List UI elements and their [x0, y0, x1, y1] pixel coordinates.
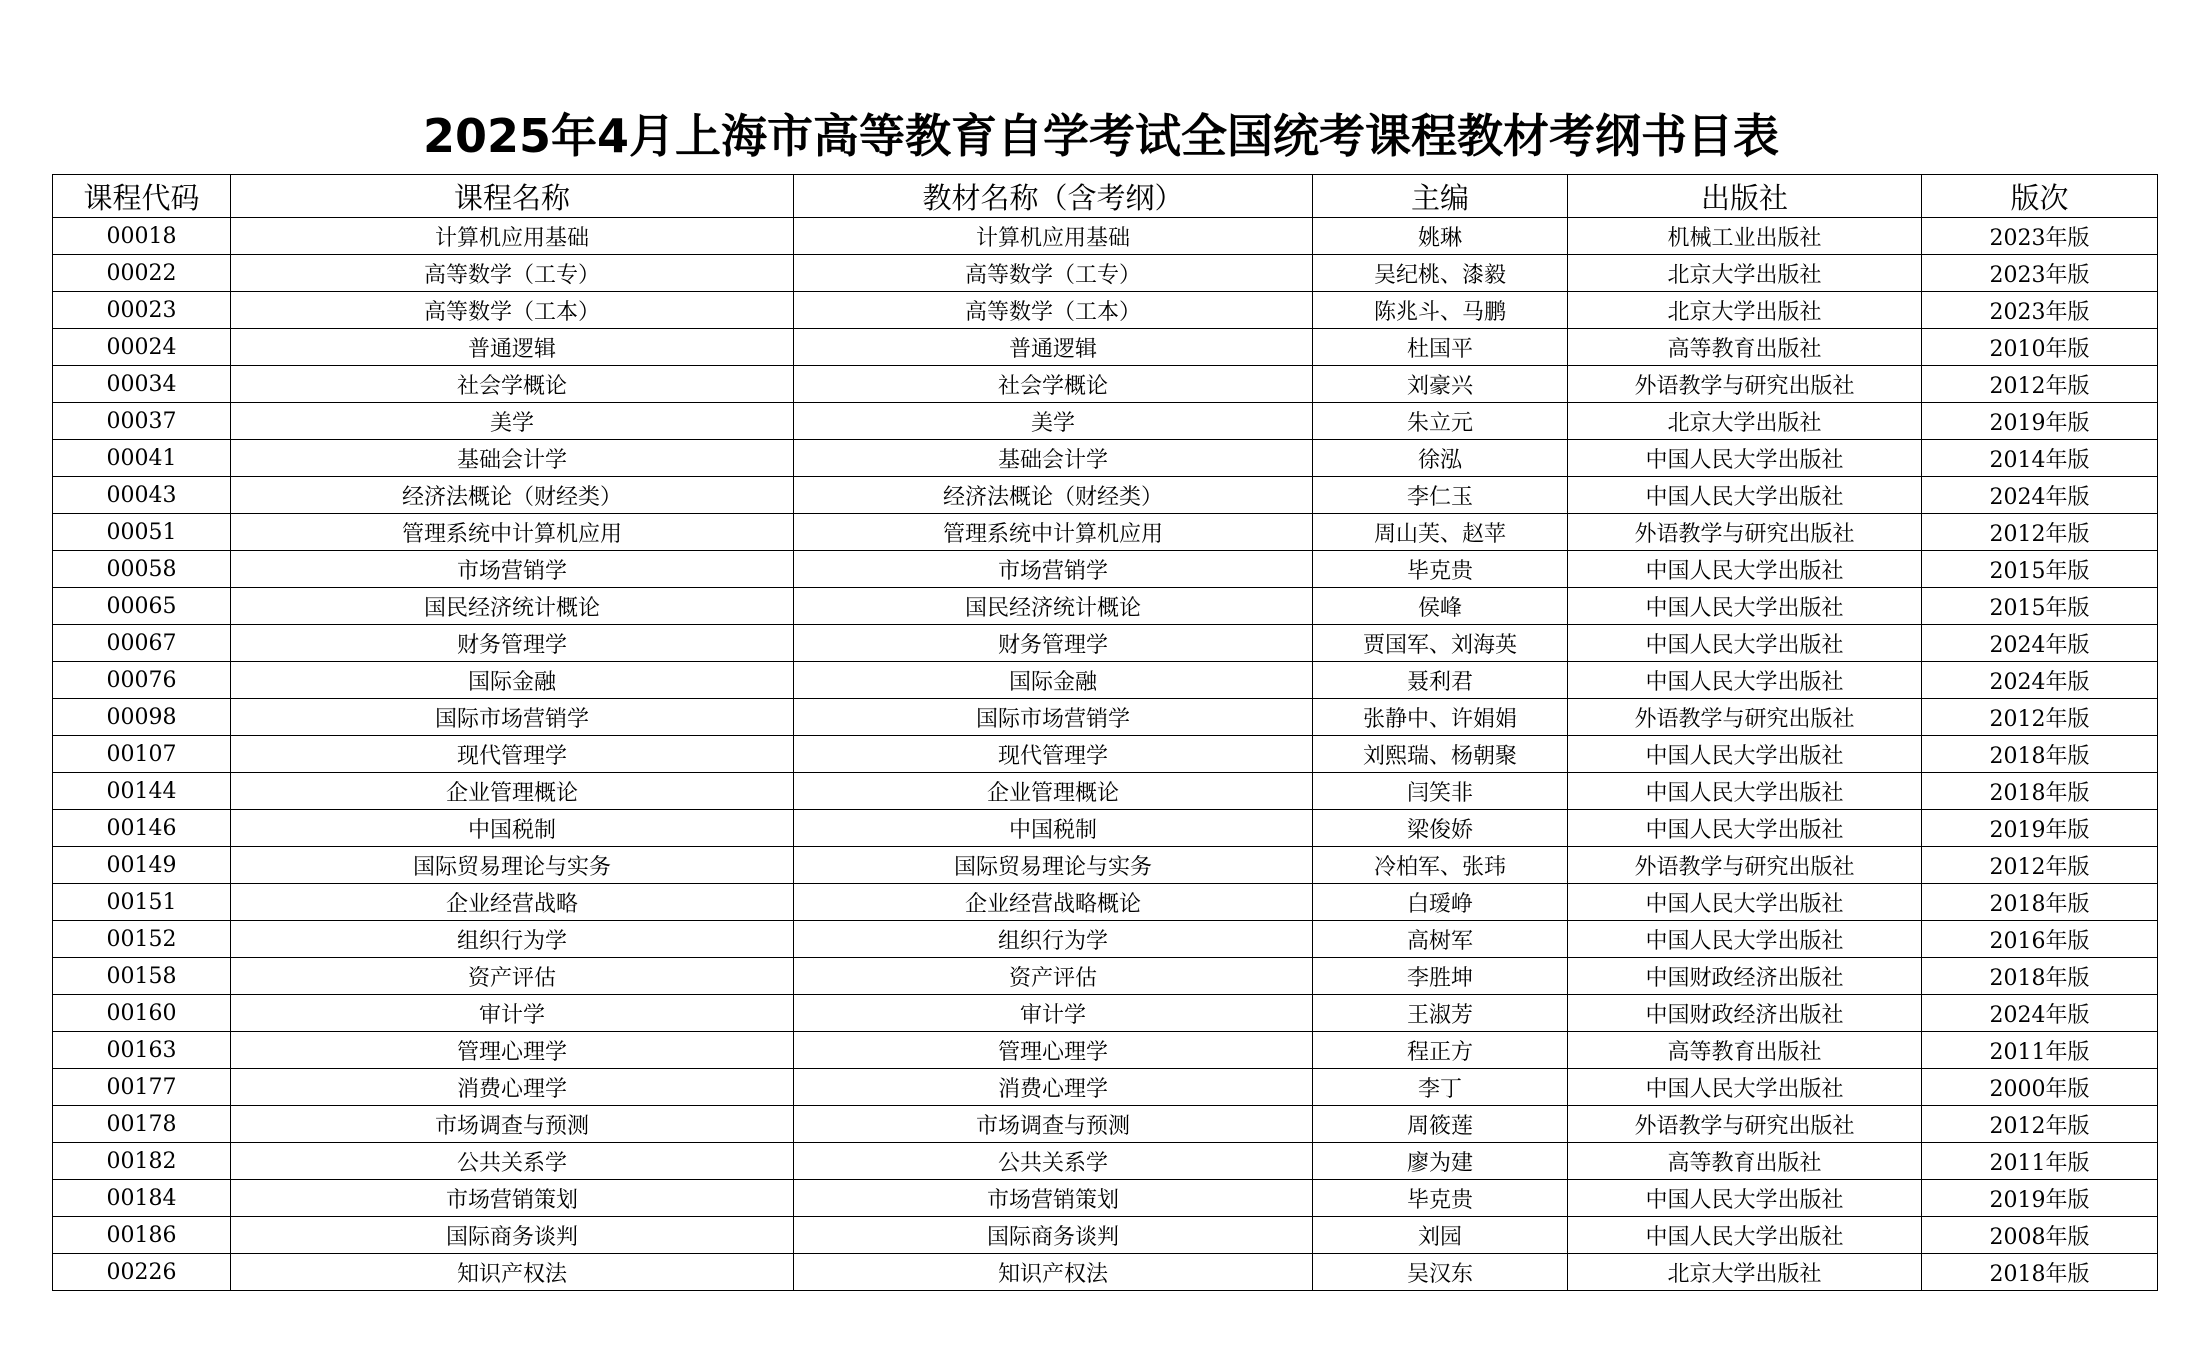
textbook-name-cell: 审计学 — [794, 995, 1313, 1032]
edition-cell: 2011年版 — [1922, 1143, 2158, 1180]
edition-cell: 2019年版 — [1922, 810, 2158, 847]
publisher-cell: 中国人民大学出版社 — [1568, 884, 1922, 921]
course-code-cell: 00058 — [53, 551, 231, 588]
edition-cell: 2018年版 — [1922, 958, 2158, 995]
textbook-name-cell: 高等数学（工本） — [794, 292, 1313, 329]
table-row — [53, 366, 2158, 403]
course-name-cell: 普通逻辑 — [231, 329, 794, 366]
editor-cell: 杜国平 — [1313, 329, 1568, 366]
editor-cell: 周山芙、赵苹 — [1313, 514, 1568, 551]
publisher-cell: 中国人民大学出版社 — [1568, 921, 1922, 958]
course-name-cell: 国民经济统计概论 — [231, 588, 794, 625]
edition-cell: 2016年版 — [1922, 921, 2158, 958]
editor-cell: 刘园 — [1313, 1217, 1568, 1254]
table-row — [53, 292, 2158, 329]
editor-cell: 吴纪桃、漆毅 — [1313, 255, 1568, 292]
course-name-cell: 审计学 — [231, 995, 794, 1032]
edition-cell: 2023年版 — [1922, 255, 2158, 292]
editor-cell: 闫笑非 — [1313, 773, 1568, 810]
table-row — [53, 1180, 2158, 1217]
edition-cell: 2012年版 — [1922, 514, 2158, 551]
publisher-cell: 外语教学与研究出版社 — [1568, 514, 1922, 551]
textbook-name-cell: 资产评估 — [794, 958, 1313, 995]
edition-cell: 2010年版 — [1922, 329, 2158, 366]
course-name-cell: 现代管理学 — [231, 736, 794, 773]
editor-cell: 毕克贵 — [1313, 1180, 1568, 1217]
course-code-cell: 00152 — [53, 921, 231, 958]
editor-cell: 王淑芳 — [1313, 995, 1568, 1032]
textbook-name-cell: 财务管理学 — [794, 625, 1313, 662]
course-code-cell: 00023 — [53, 292, 231, 329]
table-row — [53, 1254, 2158, 1291]
course-code-cell: 00160 — [53, 995, 231, 1032]
textbook-name-cell: 市场营销学 — [794, 551, 1313, 588]
editor-cell: 姚琳 — [1313, 218, 1568, 255]
course-code-cell: 00022 — [53, 255, 231, 292]
textbook-name-cell: 企业经营战略概论 — [794, 884, 1313, 921]
course-code-cell: 00186 — [53, 1217, 231, 1254]
course-code-cell: 00144 — [53, 773, 231, 810]
course-name-cell: 知识产权法 — [231, 1254, 794, 1291]
edition-cell: 2015年版 — [1922, 588, 2158, 625]
publisher-cell: 中国人民大学出版社 — [1568, 1217, 1922, 1254]
textbook-name-cell: 社会学概论 — [794, 366, 1313, 403]
course-name-cell: 国际贸易理论与实务 — [231, 847, 794, 884]
header-textbook-name: 教材名称（含考纲） — [794, 175, 1313, 218]
table-row — [53, 1217, 2158, 1254]
editor-cell: 侯峰 — [1313, 588, 1568, 625]
edition-cell: 2024年版 — [1922, 625, 2158, 662]
publisher-cell: 中国人民大学出版社 — [1568, 551, 1922, 588]
edition-cell: 2018年版 — [1922, 1254, 2158, 1291]
course-code-cell: 00037 — [53, 403, 231, 440]
course-code-cell: 00184 — [53, 1180, 231, 1217]
edition-cell: 2012年版 — [1922, 366, 2158, 403]
course-name-cell: 市场调查与预测 — [231, 1106, 794, 1143]
course-name-cell: 消费心理学 — [231, 1069, 794, 1106]
publisher-cell: 外语教学与研究出版社 — [1568, 366, 1922, 403]
textbook-name-cell: 国民经济统计概论 — [794, 588, 1313, 625]
table-row — [53, 662, 2158, 699]
table-row — [53, 1069, 2158, 1106]
edition-cell: 2012年版 — [1922, 1106, 2158, 1143]
table-row — [53, 1032, 2158, 1069]
editor-cell: 刘豪兴 — [1313, 366, 1568, 403]
table-row — [53, 1143, 2158, 1180]
edition-cell: 2019年版 — [1922, 1180, 2158, 1217]
publisher-cell: 外语教学与研究出版社 — [1568, 847, 1922, 884]
course-code-cell: 00107 — [53, 736, 231, 773]
textbook-name-cell: 管理心理学 — [794, 1032, 1313, 1069]
course-name-cell: 基础会计学 — [231, 440, 794, 477]
textbook-name-cell: 国际商务谈判 — [794, 1217, 1313, 1254]
course-code-cell: 00065 — [53, 588, 231, 625]
edition-cell: 2023年版 — [1922, 218, 2158, 255]
table-row — [53, 773, 2158, 810]
table-row — [53, 329, 2158, 366]
table-row — [53, 884, 2158, 921]
publisher-cell: 中国人民大学出版社 — [1568, 588, 1922, 625]
textbook-name-cell: 中国税制 — [794, 810, 1313, 847]
editor-cell: 张静中、许娟娟 — [1313, 699, 1568, 736]
course-code-cell: 00177 — [53, 1069, 231, 1106]
table-row — [53, 588, 2158, 625]
table-row — [53, 625, 2158, 662]
course-code-cell: 00034 — [53, 366, 231, 403]
page-title: 2025年4月上海市高等教育自学考试全国统考课程教材考纲书目表 — [422, 109, 1780, 163]
textbook-name-cell: 国际贸易理论与实务 — [794, 847, 1313, 884]
textbook-name-cell: 管理系统中计算机应用 — [794, 514, 1313, 551]
table-row — [53, 403, 2158, 440]
editor-cell: 徐泓 — [1313, 440, 1568, 477]
publisher-cell: 北京大学出版社 — [1568, 292, 1922, 329]
textbook-name-cell: 基础会计学 — [794, 440, 1313, 477]
publisher-cell: 外语教学与研究出版社 — [1568, 1106, 1922, 1143]
editor-cell: 陈兆斗、马鹏 — [1313, 292, 1568, 329]
publisher-cell: 中国人民大学出版社 — [1568, 440, 1922, 477]
course-code-cell: 00158 — [53, 958, 231, 995]
course-name-cell: 国际商务谈判 — [231, 1217, 794, 1254]
course-name-cell: 企业管理概论 — [231, 773, 794, 810]
course-code-cell: 00149 — [53, 847, 231, 884]
table-row — [53, 995, 2158, 1032]
textbook-name-cell: 现代管理学 — [794, 736, 1313, 773]
course-code-cell: 00043 — [53, 477, 231, 514]
editor-cell: 刘熙瑞、杨朝聚 — [1313, 736, 1568, 773]
edition-cell: 2019年版 — [1922, 403, 2158, 440]
edition-cell: 2023年版 — [1922, 292, 2158, 329]
course-name-cell: 企业经营战略 — [231, 884, 794, 921]
course-code-cell: 00041 — [53, 440, 231, 477]
course-name-cell: 组织行为学 — [231, 921, 794, 958]
table-row — [53, 551, 2158, 588]
publisher-cell: 中国人民大学出版社 — [1568, 477, 1922, 514]
editor-cell: 程正方 — [1313, 1032, 1568, 1069]
textbook-name-cell: 消费心理学 — [794, 1069, 1313, 1106]
editor-cell: 李胜坤 — [1313, 958, 1568, 995]
editor-cell: 李丁 — [1313, 1069, 1568, 1106]
course-code-cell: 00098 — [53, 699, 231, 736]
edition-cell: 2024年版 — [1922, 662, 2158, 699]
table-row — [53, 847, 2158, 884]
course-code-cell: 00024 — [53, 329, 231, 366]
editor-cell: 白瑷峥 — [1313, 884, 1568, 921]
course-name-cell: 管理心理学 — [231, 1032, 794, 1069]
course-name-cell: 高等数学（工专） — [231, 255, 794, 292]
textbook-name-cell: 经济法概论（财经类） — [794, 477, 1313, 514]
header-edition: 版次 — [1922, 175, 2158, 218]
publisher-cell: 中国人民大学出版社 — [1568, 1180, 1922, 1217]
edition-cell: 2024年版 — [1922, 995, 2158, 1032]
table-row — [53, 958, 2158, 995]
edition-cell: 2012年版 — [1922, 847, 2158, 884]
edition-cell: 2018年版 — [1922, 736, 2158, 773]
editor-cell: 聂利君 — [1313, 662, 1568, 699]
publisher-cell: 高等教育出版社 — [1568, 1032, 1922, 1069]
publisher-cell: 北京大学出版社 — [1568, 1254, 1922, 1291]
course-name-cell: 社会学概论 — [231, 366, 794, 403]
textbook-name-cell: 美学 — [794, 403, 1313, 440]
course-name-cell: 市场营销学 — [231, 551, 794, 588]
edition-cell: 2015年版 — [1922, 551, 2158, 588]
textbook-name-cell: 计算机应用基础 — [794, 218, 1313, 255]
edition-cell: 2024年版 — [1922, 477, 2158, 514]
table-row — [53, 514, 2158, 551]
publisher-cell: 中国人民大学出版社 — [1568, 662, 1922, 699]
editor-cell: 冷柏军、张玮 — [1313, 847, 1568, 884]
editor-cell: 毕克贵 — [1313, 551, 1568, 588]
course-name-cell: 高等数学（工本） — [231, 292, 794, 329]
editor-cell: 朱立元 — [1313, 403, 1568, 440]
table-row — [53, 921, 2158, 958]
course-code-cell: 00151 — [53, 884, 231, 921]
table-row — [53, 255, 2158, 292]
header-editor: 主编 — [1313, 175, 1568, 218]
textbook-name-cell: 知识产权法 — [794, 1254, 1313, 1291]
textbook-name-cell: 市场调查与预测 — [794, 1106, 1313, 1143]
publisher-cell: 中国人民大学出版社 — [1568, 1069, 1922, 1106]
header-course-name: 课程名称 — [231, 175, 794, 218]
table-row — [53, 1106, 2158, 1143]
editor-cell: 周筱莲 — [1313, 1106, 1568, 1143]
table-header-row — [53, 175, 2158, 218]
course-code-cell: 00051 — [53, 514, 231, 551]
course-code-cell: 00146 — [53, 810, 231, 847]
publisher-cell: 机械工业出版社 — [1568, 218, 1922, 255]
editor-cell: 李仁玉 — [1313, 477, 1568, 514]
course-code-cell: 00076 — [53, 662, 231, 699]
course-code-cell: 00163 — [53, 1032, 231, 1069]
course-name-cell: 财务管理学 — [231, 625, 794, 662]
table-row — [53, 699, 2158, 736]
textbook-name-cell: 公共关系学 — [794, 1143, 1313, 1180]
edition-cell: 2018年版 — [1922, 884, 2158, 921]
course-name-cell: 资产评估 — [231, 958, 794, 995]
edition-cell: 2014年版 — [1922, 440, 2158, 477]
edition-cell: 2011年版 — [1922, 1032, 2158, 1069]
textbook-name-cell: 组织行为学 — [794, 921, 1313, 958]
course-code-cell: 00226 — [53, 1254, 231, 1291]
editor-cell: 吴汉东 — [1313, 1254, 1568, 1291]
textbook-name-cell: 市场营销策划 — [794, 1180, 1313, 1217]
course-name-cell: 计算机应用基础 — [231, 218, 794, 255]
textbook-name-cell: 企业管理概论 — [794, 773, 1313, 810]
publisher-cell: 外语教学与研究出版社 — [1568, 699, 1922, 736]
editor-cell: 廖为建 — [1313, 1143, 1568, 1180]
course-name-cell: 经济法概论（财经类） — [231, 477, 794, 514]
course-code-cell: 00018 — [53, 218, 231, 255]
publisher-cell: 中国人民大学出版社 — [1568, 736, 1922, 773]
publisher-cell: 中国财政经济出版社 — [1568, 995, 1922, 1032]
textbook-name-cell: 国际金融 — [794, 662, 1313, 699]
table-row — [53, 736, 2158, 773]
publisher-cell: 中国人民大学出版社 — [1568, 625, 1922, 662]
course-name-cell: 美学 — [231, 403, 794, 440]
table-row — [53, 218, 2158, 255]
course-code-cell: 00067 — [53, 625, 231, 662]
editor-cell: 梁俊娇 — [1313, 810, 1568, 847]
editor-cell: 高树军 — [1313, 921, 1568, 958]
textbook-name-cell: 普通逻辑 — [794, 329, 1313, 366]
course-name-cell: 管理系统中计算机应用 — [231, 514, 794, 551]
publisher-cell: 北京大学出版社 — [1568, 403, 1922, 440]
course-code-cell: 00178 — [53, 1106, 231, 1143]
edition-cell: 2008年版 — [1922, 1217, 2158, 1254]
course-name-cell: 市场营销策划 — [231, 1180, 794, 1217]
publisher-cell: 北京大学出版社 — [1568, 255, 1922, 292]
publisher-cell: 高等教育出版社 — [1568, 1143, 1922, 1180]
edition-cell: 2018年版 — [1922, 773, 2158, 810]
table-row — [53, 810, 2158, 847]
textbook-table — [52, 174, 2158, 1291]
textbook-name-cell: 国际市场营销学 — [794, 699, 1313, 736]
editor-cell: 贾国军、刘海英 — [1313, 625, 1568, 662]
textbook-name-cell: 高等数学（工专） — [794, 255, 1313, 292]
header-course-code: 课程代码 — [53, 175, 231, 218]
course-code-cell: 00182 — [53, 1143, 231, 1180]
header-publisher: 出版社 — [1568, 175, 1922, 218]
edition-cell: 2000年版 — [1922, 1069, 2158, 1106]
course-name-cell: 国际市场营销学 — [231, 699, 794, 736]
course-name-cell: 国际金融 — [231, 662, 794, 699]
table-row — [53, 477, 2158, 514]
publisher-cell: 中国人民大学出版社 — [1568, 773, 1922, 810]
course-name-cell: 中国税制 — [231, 810, 794, 847]
publisher-cell: 中国财政经济出版社 — [1568, 958, 1922, 995]
table-row — [53, 440, 2158, 477]
table-body — [53, 218, 2158, 1291]
course-name-cell: 公共关系学 — [231, 1143, 794, 1180]
publisher-cell: 中国人民大学出版社 — [1568, 810, 1922, 847]
edition-cell: 2012年版 — [1922, 699, 2158, 736]
publisher-cell: 高等教育出版社 — [1568, 329, 1922, 366]
